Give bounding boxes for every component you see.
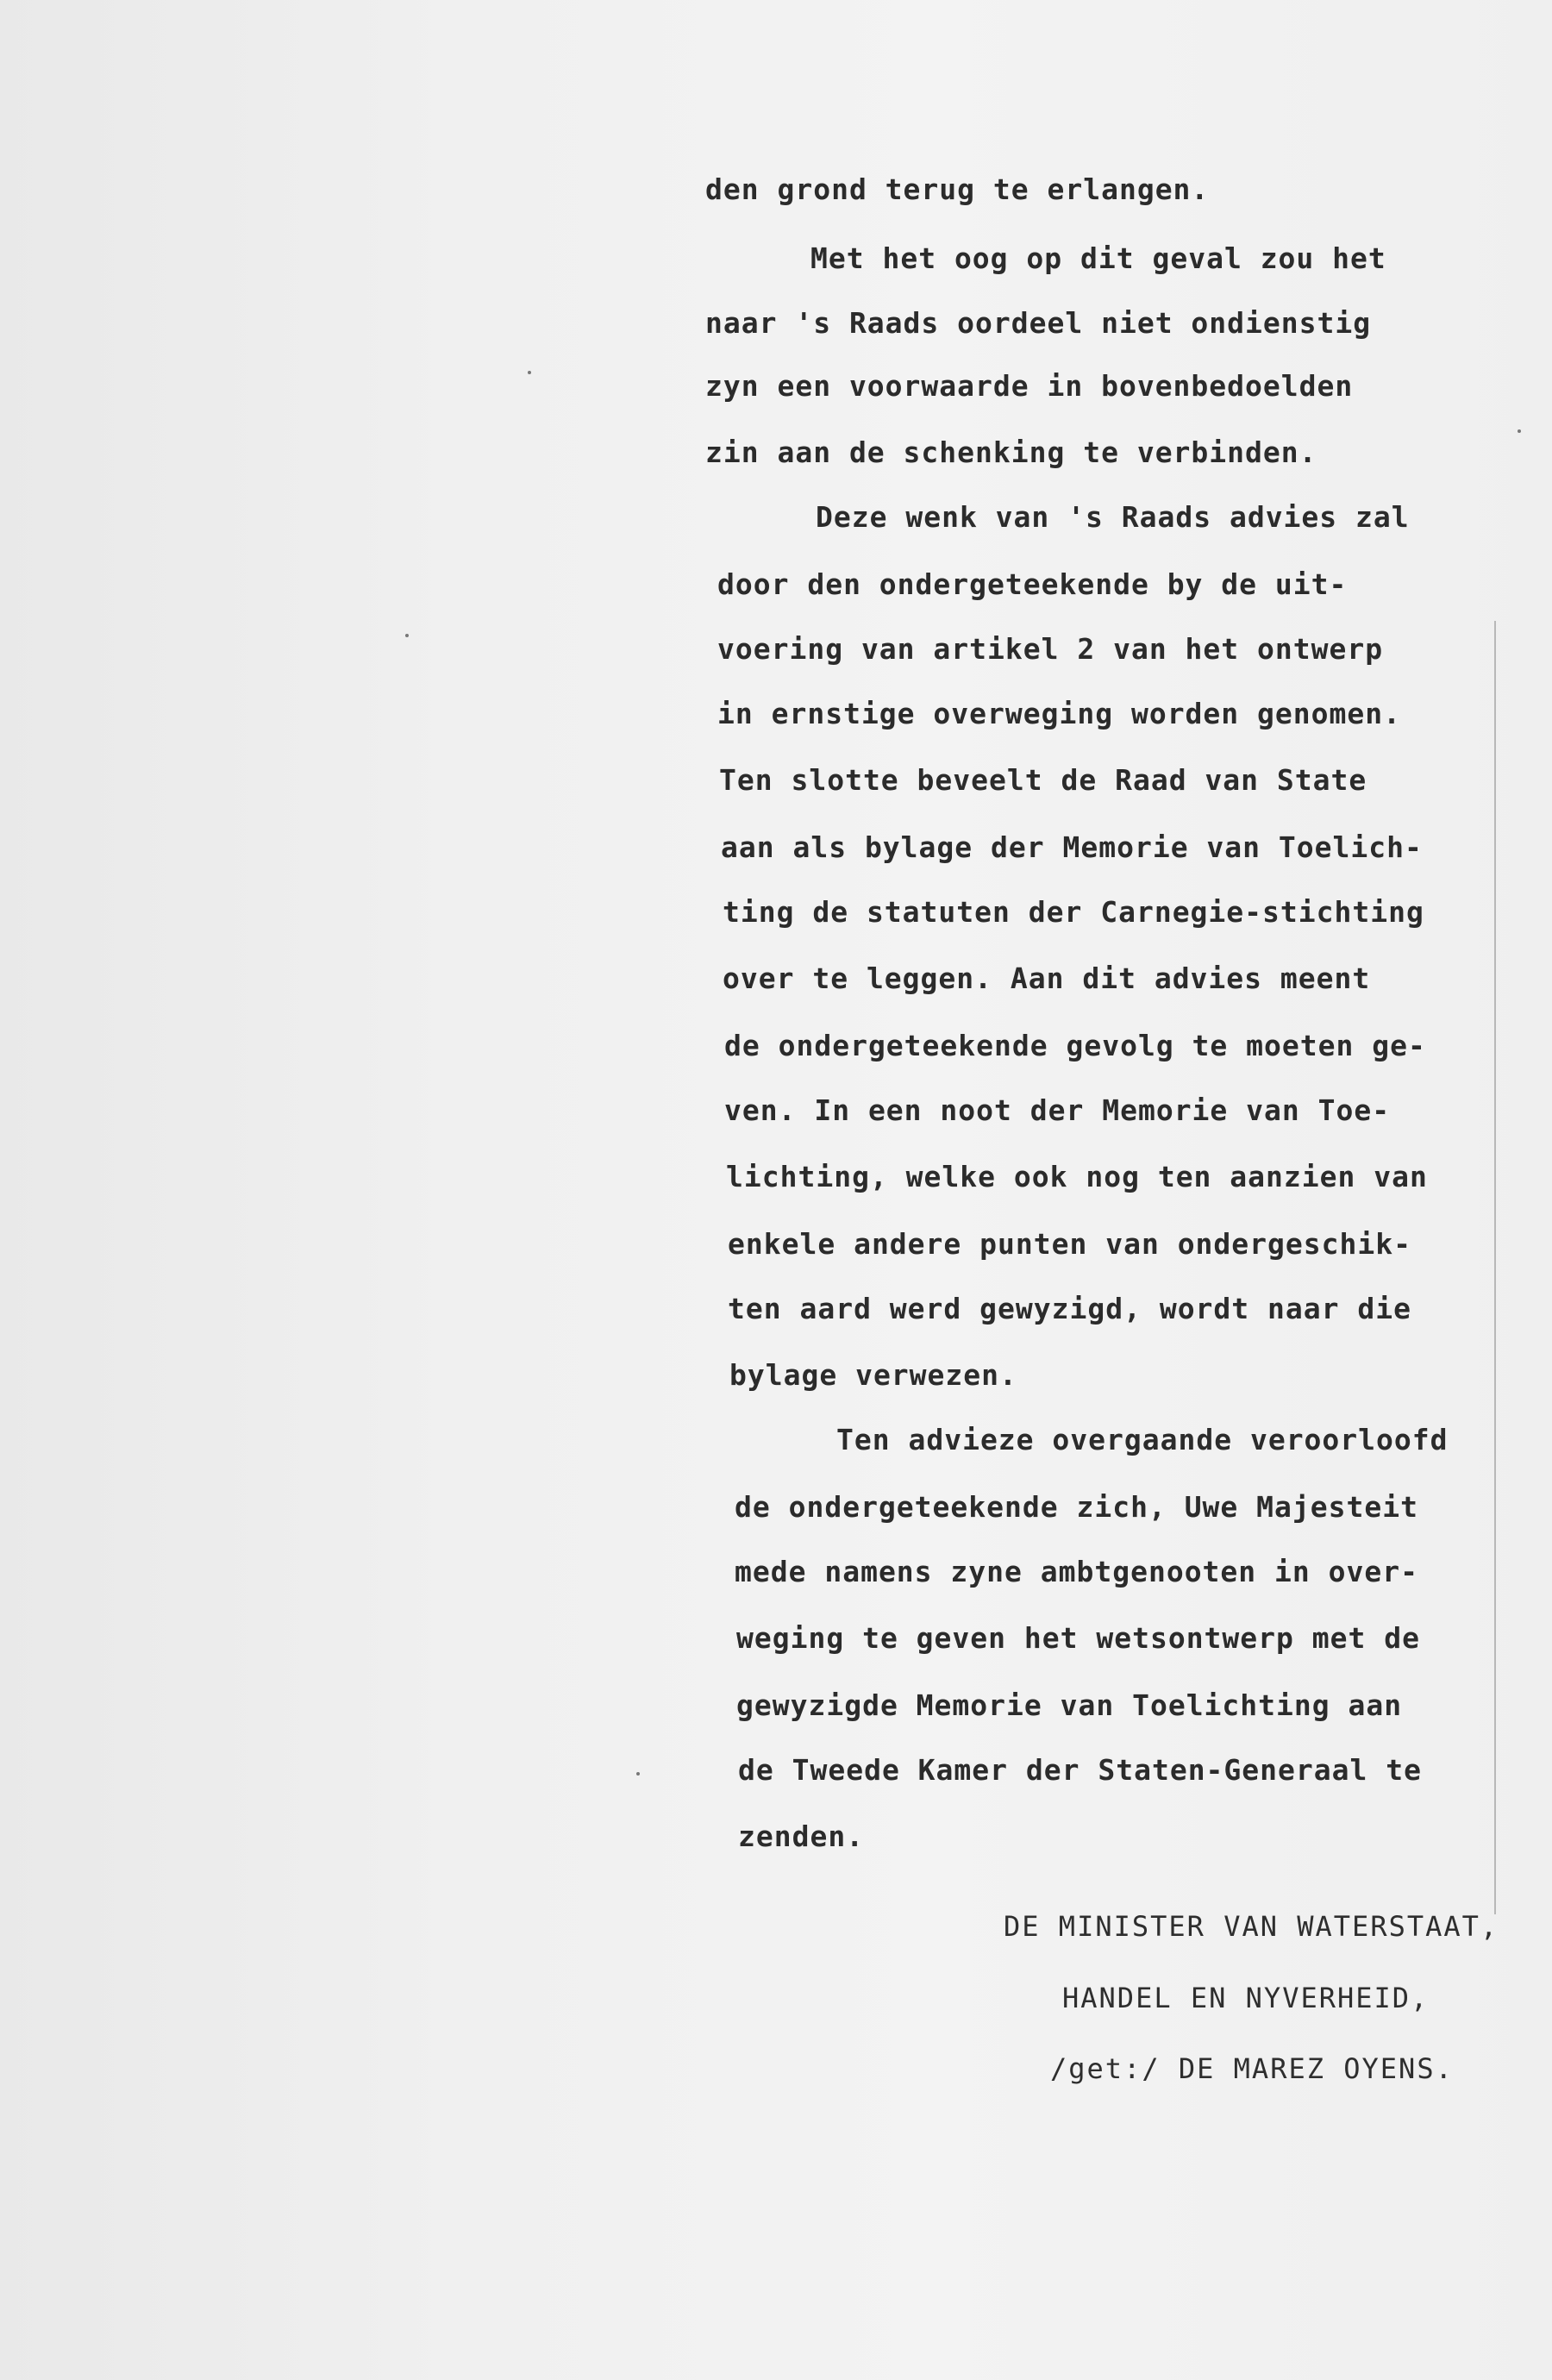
text-line: Met het oog op dit geval zou het (810, 241, 1386, 275)
text-line: over te leggen. Aan dit advies meent (723, 961, 1371, 995)
text-line: naar 's Raads oordeel niet ondienstig (705, 306, 1372, 340)
signature-name: /get:/ DE MAREZ OYENS. (1050, 2052, 1454, 2085)
paper-speck (1518, 429, 1521, 433)
text-line: Ten slotte beveelt de Raad van State (719, 763, 1367, 797)
text-line: de Tweede Kamer der Staten-Generaal te (738, 1753, 1422, 1787)
text-line: door den ondergeteekende by de uit- (717, 567, 1348, 601)
text-line: de ondergeteekende zich, Uwe Majesteit (735, 1490, 1418, 1524)
page-edge-shadow (1494, 621, 1496, 1914)
text-line: weging te geven het wetsontwerp met de (736, 1621, 1420, 1655)
signature-title-line: HANDEL EN NYVERHEID, (1062, 1982, 1430, 2014)
text-line: den grond terug te erlangen. (705, 172, 1210, 206)
text-line: in ernstige overweging worden genomen. (717, 697, 1401, 730)
text-line: Ten advieze overgaande veroorloofd (836, 1423, 1449, 1456)
text-line: Deze wenk van 's Raads advies zal (816, 500, 1410, 534)
text-line: ven. In een noot der Memorie van Toe- (724, 1093, 1391, 1127)
text-line: lichting, welke ook nog ten aanzien van (726, 1160, 1428, 1193)
text-line: zenden. (738, 1819, 865, 1853)
text-line: zin aan de schenking te verbinden. (705, 435, 1317, 469)
text-line: aan als bylage der Memorie van Toelich- (721, 830, 1423, 864)
text-line: enkele andere punten van ondergeschik- (728, 1227, 1411, 1261)
paper-speck (528, 371, 531, 374)
signature-title-line: DE MINISTER VAN WATERSTAAT, (1004, 1910, 1499, 1943)
paper-speck (636, 1772, 640, 1776)
text-line: ting de statuten der Carnegie-stichting (723, 895, 1424, 929)
text-line: bylage verwezen. (729, 1358, 1017, 1392)
text-line: ten aard werd gewyzigd, wordt naar die (728, 1292, 1411, 1325)
text-line: gewyzigde Memorie van Toelichting aan (736, 1688, 1403, 1722)
text-line: zyn een voorwaarde in bovenbedoelden (705, 369, 1354, 403)
text-line: de ondergeteekende gevolg te moeten ge- (724, 1029, 1426, 1062)
text-line: voering van artikel 2 van het ontwerp (717, 632, 1384, 666)
text-line: mede namens zyne ambtgenooten in over- (735, 1555, 1418, 1588)
paper-speck (405, 634, 409, 637)
